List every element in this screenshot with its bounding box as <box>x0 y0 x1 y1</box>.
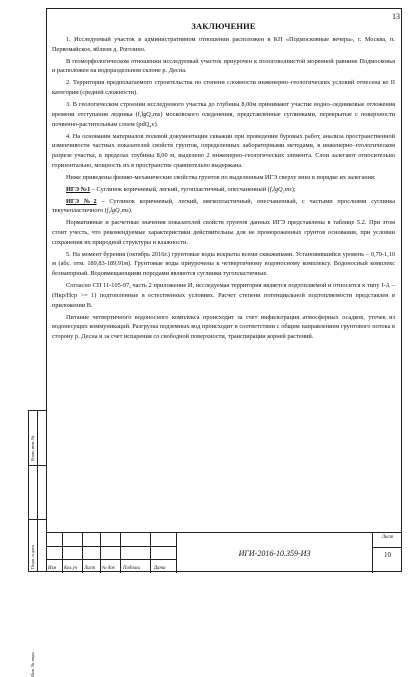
paragraph-ige1 <box>52 185 395 195</box>
section-title: ЗАКЛЮЧЕНИЕ <box>191 22 256 31</box>
paragraph-geomorphology: В геоморфологическом отношении исследуемый участок приурочен к пологоволнистой моренной равнине Подмосковья и расположен на водораздельном склоне р. Десна. <box>52 57 395 75</box>
paragraph-category: 2. Территория предполагаемого строительства по степени сложности инженерно–геологических условий отнесена ко II категории (средней сложности). <box>52 79 395 97</box>
document-code: ИГИ-2016-10.359-ИЗ <box>176 533 372 573</box>
sheet-number: 10 <box>384 551 391 559</box>
paragraph-geology: 3. В геологическом строении исследуемого участка до глубины 8,00м принимают участие водно–ледниковые отложения времени отступания ледника (f,lgQ₂ms) московского оледенения, представленные суглинками, перекрытые с поверхности почвенно-растительным слоем (pdQ₄v). <box>52 101 395 128</box>
ige1-label: ИГЭ №1 <box>66 185 91 193</box>
header-sheet: Лист <box>84 566 96 571</box>
paragraph-normative-values: Нормативные и расчетные значения показателей свойств грунтов данных ИГЭ представлены в таблице 5.2. При этом стоит учесть, что рекомендуемые характеристики действительны для не промороженных грунтов основания, при условии сохранения их природной структуры и влажности. <box>52 219 395 246</box>
page-number-top: 13 <box>392 12 400 21</box>
paragraph-properties-intro: Ниже приведены физико-механические свойства грунтов по выделенным ИГЭ сверху вниз в порядке их залегания: <box>66 173 376 181</box>
header-doc-number: № док <box>102 566 115 571</box>
side-label-signature-date: Подп. и дата <box>30 544 35 569</box>
sheet-box <box>372 533 402 573</box>
side-label-replacement: Взам. инв. № <box>30 435 35 461</box>
sheet-label: Лист <box>373 535 402 548</box>
paragraph-location: 1. Исследуемый участок в административном отношении расположен в КП «Подмосковные вечера», г. Москва, п. Первомайское, вблизи д. Рогозино. <box>52 36 395 53</box>
header-signature: Подпись <box>123 566 141 571</box>
paragraph-flooding: Согласно СП 11-105-97, часть 2 приложение И, исследуемая территория является подтопляемой и относится к типу I-А – (Нкр/Нср >= 1) подтопленные в естественных условиях. Расчет степени потенциальной подтопляемости представлен в приложении В. <box>52 282 395 309</box>
ige1-text: – Суглинок коричневый, легкий, тугопластичный, опесчаненный ( <box>90 185 270 193</box>
revision-grid <box>46 533 176 573</box>
header-count: Кол.уч <box>64 566 77 571</box>
header-change: Изм <box>48 566 57 571</box>
side-margin-block <box>28 410 46 677</box>
paragraph-ige-analysis: 4. На основании материалов полевой документации скважин при проведении буровых работ, анализа пространственной изменчивости частных показателей свойств грунтов, определенных лабораторными методами, в инженерно–геологическом разрезе участка, в пределах глубины 8,00 м, выделено 2 инженерно–геологических элемента. Слои залегают относительно горизонтально, мощность их в пространстве сравнительно выдержана. <box>52 132 395 169</box>
paragraph-groundwater: 5. На момент бурения (октябрь 2016г.) грунтовые воды вскрыты всеми скважинами. Установившийся уровень – 0,70-1,10 м (абс. отм. 189,83-189,91м). Грунтовые воды приурочены к четвертичному водоносному комплексу. Водоносный комплекс безнапорный. Водовмещающими породами являются суглинки тугопластичные. <box>52 250 395 278</box>
ige2-code: f,lgQ₂ms <box>106 207 129 215</box>
ige1-end: ); <box>291 185 296 193</box>
header-date: Дата <box>154 566 166 571</box>
paragraph-recharge: Питание четвертичного водоносного комплекса происходит за счет инфильтрация атмосферных осадков, утечек из водонесущих коммуникаций. Разгрузка подземных вод происходит в соответствии с общим направлением грунтового потока в сторону р. Десна и за счет испарения со свободной поверхности, транспирации корней растений. <box>52 313 395 341</box>
ige1-code: f,lgQ₂ms <box>269 185 292 193</box>
document-body <box>52 22 395 532</box>
side-label-inventory: Инв. № подл. <box>30 651 35 677</box>
title-block <box>46 532 402 572</box>
ige2-text: – Суглинок коричневый, легкий, мягкопластичный, опесчаненный, с частыми прослоями суглинка текучепластичного ( <box>52 197 395 215</box>
ige2-label: ИГЭ №2 <box>66 197 97 205</box>
ige2-end: ). <box>128 207 133 215</box>
paragraph-ige2 <box>52 197 395 217</box>
